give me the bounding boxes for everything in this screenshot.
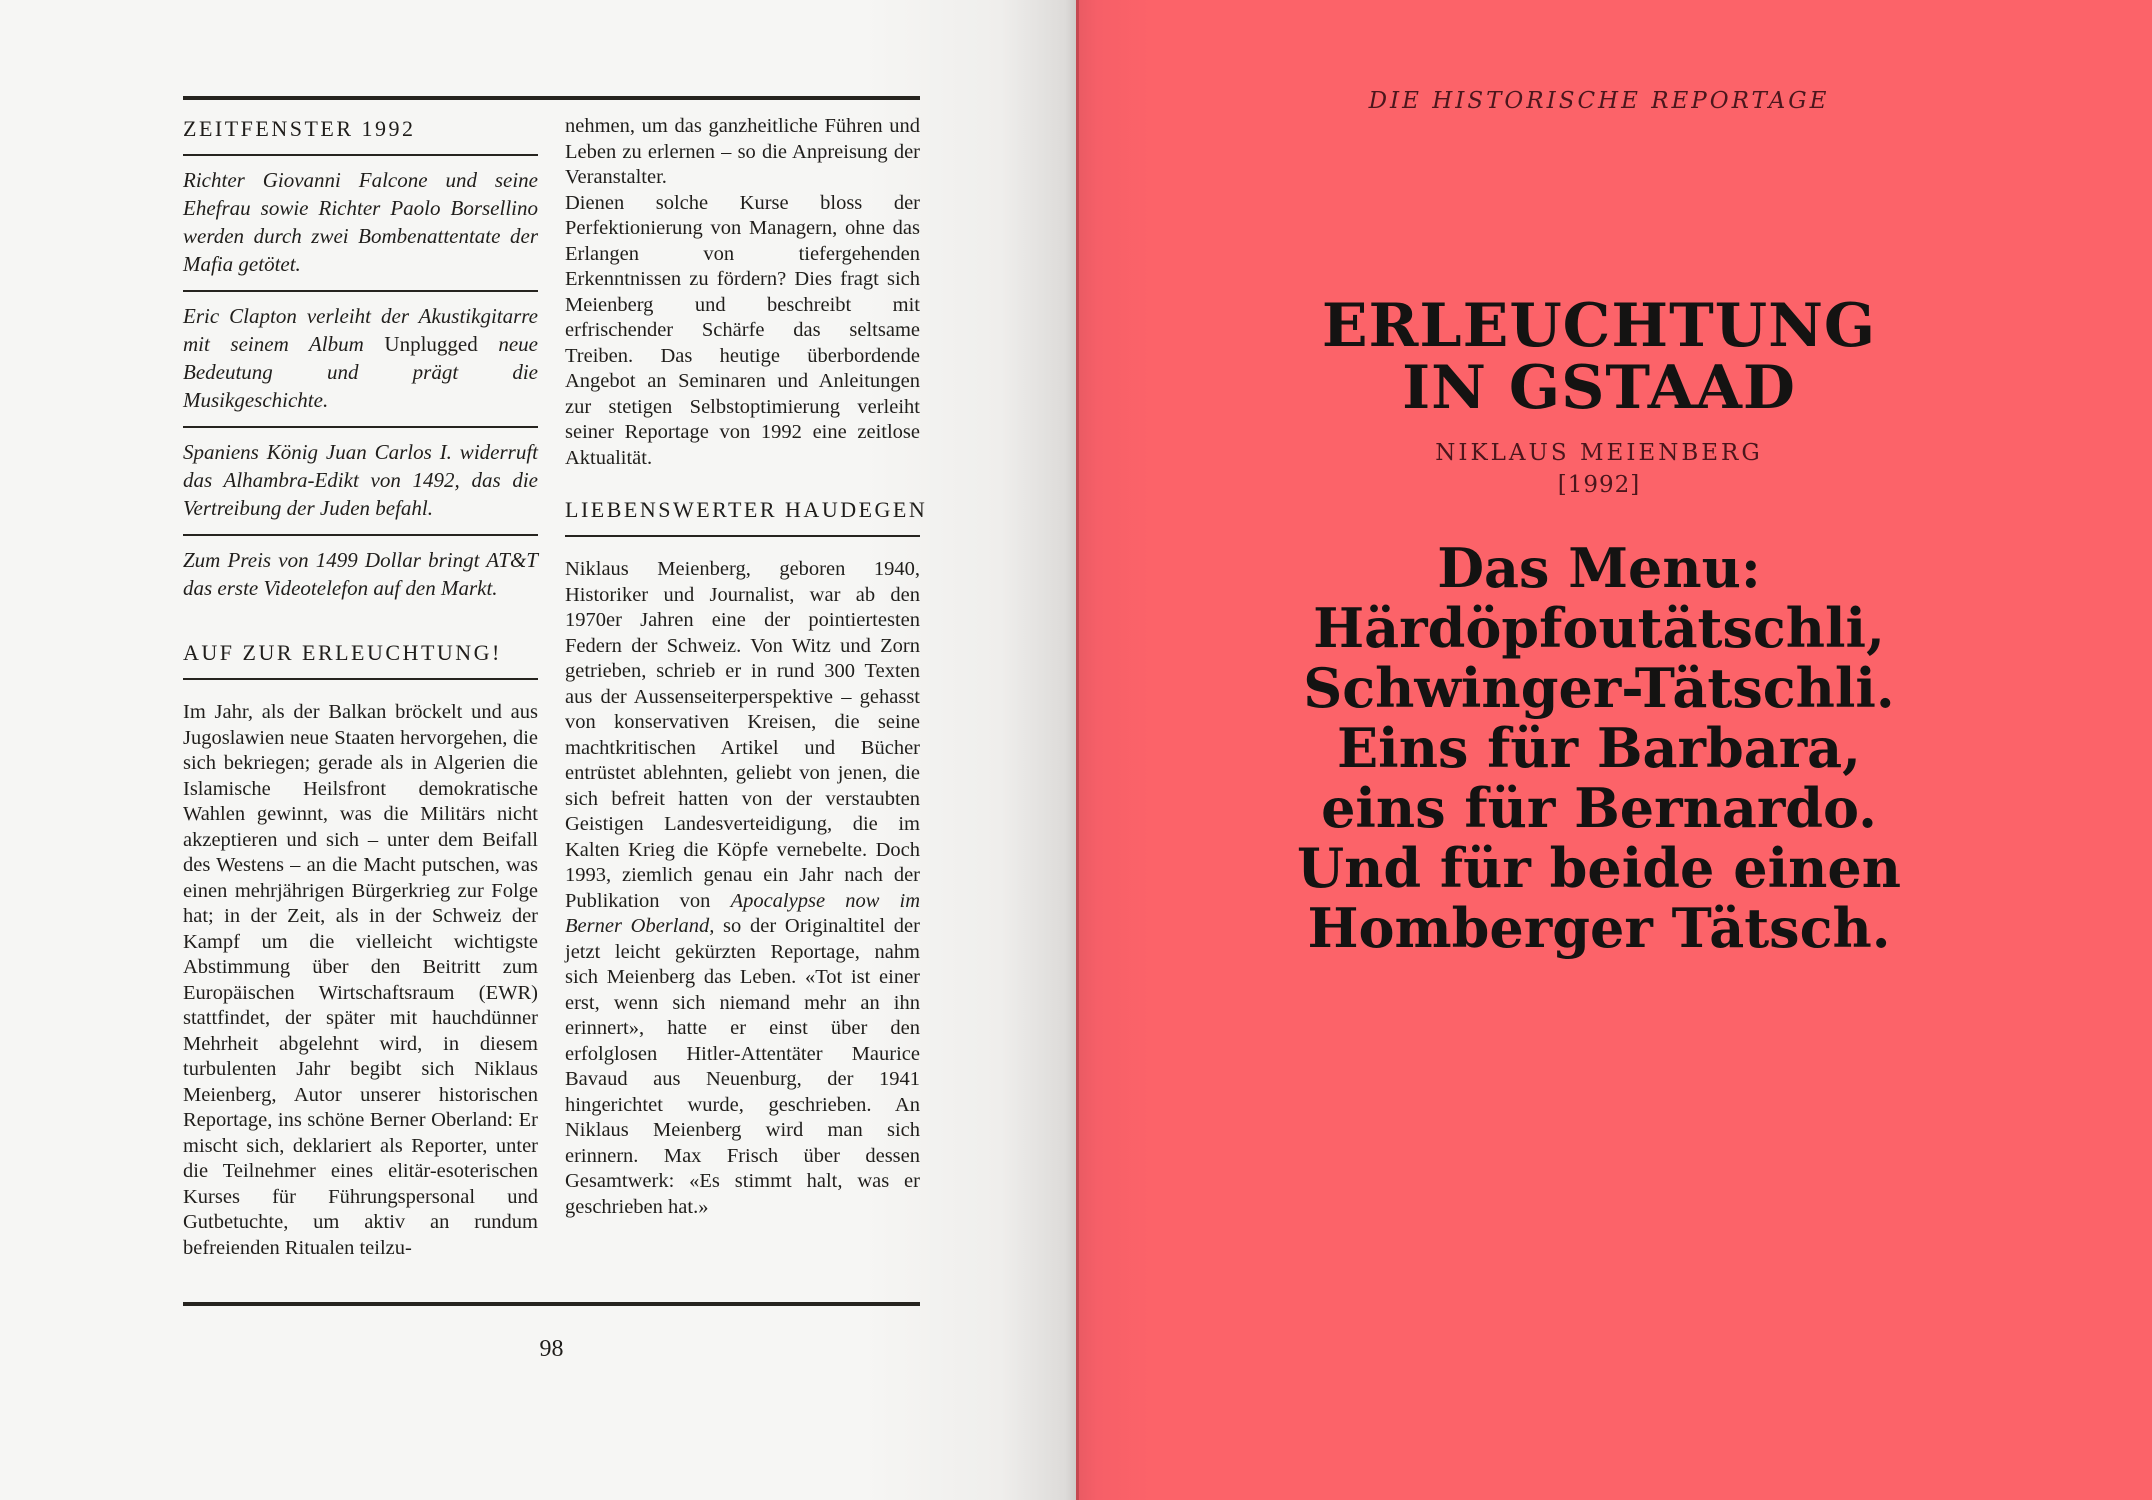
- timeline-entry-juan-carlos: Spaniens König Juan Carlos I. widerruft das Alhambra-Edikt von 1492, das die Vertreibung der Juden befahl.: [183, 440, 538, 520]
- body-paragraph-continuation: nehmen, um das ganzheitliche Führen und Leben zu erlernen – so die Anpreisung der Veranstalter.: [565, 115, 920, 188]
- section-heading-zeitfenster: ZEITFENSTER 1992: [183, 116, 416, 141]
- menu-line: Eins für Barbara,: [1337, 716, 1861, 780]
- body-paragraph-biography: Niklaus Meienberg, geboren 1940, Historiker und Journalist, war ab den 1970er Jahren eine der pointiertesten Federn der Schweiz. Von Witz und Zorn getrieben, schrieb er in rund 300 Texten aus der Aussenseiterperspektive – gehasst von konservativen Kreisen, die seine machtkritischen Artikel und Bücher entrüstet ablehnten, geliebt von jenen, die sich befreit hatten von der verstaubten Geistigen Landesverteidigung, die im Kalten Krieg die Köpfe vernebelte. Doch 1993, ziemlich genau ein Jahr nach der Publikation von Apocalypse now im Berner Oberland, so der Originaltitel der jetzt leicht gekürzten Reportage, nahm sich Meienberg das Leben. «Tot ist einer erst, wenn sich niemand mehr an ihn erinnert», hatte er einst über den erfolglosen Hitler-Attentäter Maurice Bavaud aus Neuenburg, der 1941 hingerichtet wurde, geschrieben. An Niklaus Meienberg wird man sich erinnern. Max Frisch über dessen Gesamtwerk: «Es stimmt halt, was er geschrieben hat.»: [565, 558, 920, 1218]
- timeline-entry-falcone: Richter Giovanni Falcone und seine Ehefrau sowie Richter Paolo Borsellino werden durch zwei Bombenattentate der Mafia getötet.: [183, 168, 538, 276]
- page-number: 98: [539, 1336, 564, 1362]
- author-byline: NIKLAUS MEIENBERG: [1435, 440, 1763, 466]
- article-title-line-1: ERLEUCHTUNG: [1321, 291, 1877, 362]
- right-page: [1076, 0, 2152, 1500]
- subheading-auf-zur-erleuchtung: AUF ZUR ERLEUCHTUNG!: [183, 640, 502, 665]
- menu-line: Schwinger-Tätschli.: [1303, 656, 1895, 720]
- subheading-liebenswerter-haudegen: LIEBENSWERTER HAUDEGEN: [565, 497, 928, 522]
- menu-line: Und für beide einen: [1297, 836, 1901, 900]
- divider-rule: [183, 678, 538, 680]
- menu-line: Homberger Tätsch.: [1307, 896, 1891, 960]
- divider-rule-bottom: [183, 1302, 920, 1306]
- body-paragraph-dienen: Dienen solche Kurse bloss der Perfektionierung von Managern, ohne das Erlangen von tiefergehenden Erkenntnissen zu fördern? Dies fragt sich Meienberg und beschreibt mit erfrischender Schärfe das seltsame Treiben. Das heutige überbordende Angebot an Seminaren und Anleitungen zur stetigen Selbstoptimierung verleiht seiner Reportage von 1992 eine zeitlose Aktualität.: [565, 191, 920, 469]
- menu-line: Das Menu:: [1437, 536, 1761, 600]
- column-2: [565, 100, 928, 1261]
- column-1: [183, 100, 538, 1261]
- kicker-series-title: DIE HISTORISCHE REPORTAGE: [1368, 88, 1830, 114]
- article-title: [1076, 291, 2122, 424]
- divider-rule: [565, 535, 920, 537]
- article-title-line-2: IN GSTAAD: [1402, 353, 1796, 424]
- menu-line: Härdöpfoutätschli,: [1313, 596, 1885, 660]
- timeline-entry-clapton: Eric Clapton verleiht der Akustikgitarre mit seinem Album Unplugged neue Bedeutung und prägt die Musikgeschichte.: [183, 304, 538, 412]
- body-paragraph-intro: Im Jahr, als der Balkan bröckelt und aus Jugoslawien neue Staaten hervorgehen, die sich bekriegen; gerade als in Algerien die Islamische Heilsfront demokratische Wahlen gewinnt, was die Militärs nicht akzeptieren und sich – unter dem Beifall des Westens – an die Macht putschen, was einen mehrjährigen Bürgerkrieg zur Folge hat; in der Zeit, als in der Schweiz der Kampf um die vielleicht wichtigste Abstimmung über den Beitritt zum Europäischen Wirtschaftsraum (EWR) stattfindet, der später mit hauchdünner Mehrheit abgelehnt wird, in diesem turbulenten Jahr begibt sich Niklaus Meienberg, Autor unserer historischen Reportage, ins schöne Berner Oberland: Er mischt sich, deklariert als Reporter, unter die Teilnehmer eines elitär-esoterischen Kurses für Führungspersonal und Gutbetuchte, um aktiv an rundum befreienden Ritualen teilzu-: [183, 701, 538, 1259]
- timeline-entry-att: Zum Preis von 1499 Dollar bringt AT&T das erste Videotelefon auf den Markt.: [183, 548, 538, 600]
- menu-display-quote: [1076, 538, 2122, 958]
- left-text-block: [183, 96, 928, 1261]
- publication-year: [1992]: [1557, 472, 1641, 498]
- menu-line: eins für Bernardo.: [1321, 776, 1877, 840]
